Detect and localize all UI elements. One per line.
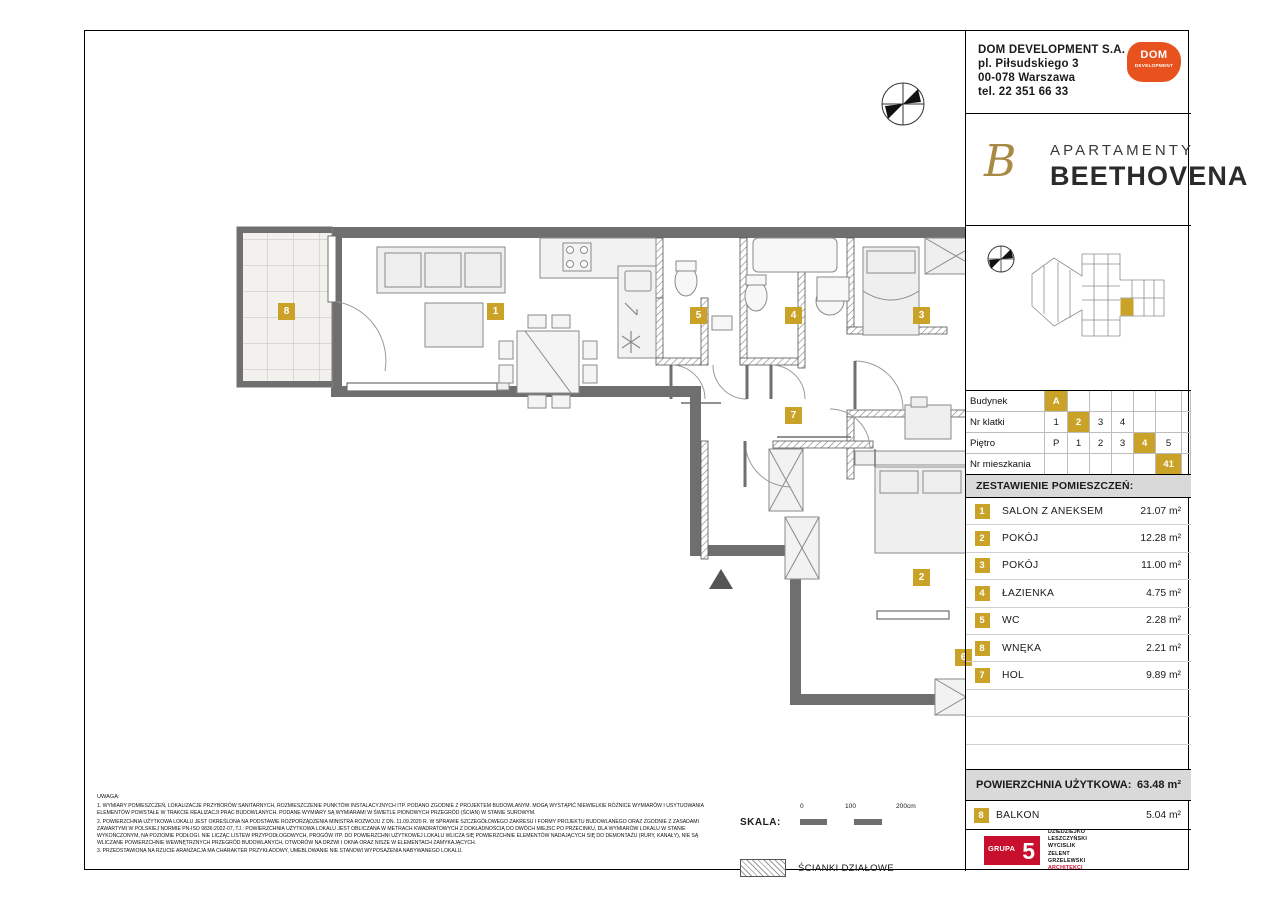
- room-badge: 8: [278, 303, 295, 320]
- keyplan-compass-icon: [984, 242, 1018, 276]
- meta-row-staircase: [966, 412, 1191, 433]
- meta-cell: 41: [1156, 454, 1182, 475]
- architect-role: ARCHITEKCI: [1048, 864, 1083, 871]
- total-label: POWIERZCHNIA UŻYTKOWA:: [976, 779, 1132, 791]
- room-name: WNĘKA: [998, 634, 1128, 661]
- grupa5-number: 5: [1022, 838, 1035, 864]
- table-row: [966, 525, 1191, 552]
- logo-text: DOM: [1140, 49, 1168, 61]
- scale-bar: [800, 819, 910, 825]
- room-name: WC: [998, 607, 1128, 634]
- meta-cell: 2: [1068, 412, 1090, 433]
- meta-cell: 5: [1156, 433, 1182, 454]
- meta-row-apartment: [966, 454, 1191, 475]
- brand-monogram-icon: B: [984, 136, 1017, 187]
- architect-name: DZIEDZIEJKO: [1048, 828, 1086, 835]
- table-row: [966, 607, 1191, 634]
- room-badge: 5: [690, 307, 707, 324]
- architect-block: [966, 830, 1191, 871]
- meta-cell: 4: [1112, 412, 1134, 433]
- note-item: 1. WYMIARY POMIESZCZEŃ, LOKALIZACJE PRZYBORÓW SANITARNYCH, ROZMIESZCZENIE PUNKTÓW INSTALACYJNYCH ITP. PODANO ZGODNIE Z PROJEKTEM BUDOWLANYM. MOGĄ WYSTĄPIĆ NIEWIELKIE RÓŻNICE WYMIARÓW I USYTUOWANIA ELEMENTÓW POWSTAŁE W TRAKCIE REALIZACJI PRAC BUDOWLANYCH. PODANE WYMIARY SĄ WYMIARAMI W ŚWIETLE PIONOWYCH PRZEGRÓD (ŚCIAN) W STANIE SUROWYM.: [97, 803, 704, 817]
- unit-meta-table: [966, 391, 1191, 475]
- table-row-empty: [966, 717, 1191, 744]
- brand-line1: APARTAMENTY: [1050, 142, 1195, 159]
- balcony-area: [237, 227, 386, 387]
- room-number-badge: 1: [975, 504, 990, 519]
- table-row: [966, 634, 1191, 661]
- room-area: 21.07 m²: [1128, 498, 1191, 525]
- sheet-frame: [84, 30, 1249, 874]
- meta-cell: A: [1045, 391, 1068, 412]
- meta-cell: P: [1045, 433, 1068, 454]
- meta-cell: 1: [1068, 433, 1090, 454]
- rooms-title: ZESTAWIENIE POMIESZCZEŃ:: [966, 475, 1191, 498]
- room-number-badge: 4: [975, 586, 990, 601]
- meta-label: Piętro: [966, 433, 1045, 454]
- developer-address2: 00-078 Warszawa: [978, 72, 1076, 84]
- table-row: [966, 552, 1191, 579]
- architect-name: LESZCZYŃSKI: [1048, 836, 1087, 843]
- room-name: SALON Z ANEKSEM: [998, 498, 1128, 525]
- room-number-badge: 7: [975, 668, 990, 683]
- legend-label: ŚCIANKI DZIAŁOWE: [798, 862, 894, 874]
- keyplan-building-outline: [1024, 240, 1174, 360]
- rooms-table: [966, 475, 1191, 770]
- grupa5-label: GRUPA: [988, 844, 1016, 853]
- room-badge: 4: [785, 307, 802, 324]
- meta-label: Nr mieszkania: [966, 454, 1045, 475]
- developer-name: DOM DEVELOPMENT S.A.: [978, 44, 1126, 56]
- total-area-row: [966, 770, 1191, 801]
- meta-cell: 3: [1090, 412, 1112, 433]
- developer-block: [966, 31, 1191, 114]
- table-row: [966, 498, 1191, 525]
- room-area: 2.28 m²: [1128, 607, 1191, 634]
- meta-label: Nr klatki: [966, 412, 1045, 433]
- meta-cell: 2: [1090, 433, 1112, 454]
- scale-tick: 200cm: [896, 803, 916, 810]
- room-area: 11.00 m²: [1128, 552, 1191, 579]
- meta-cell: 3: [1112, 433, 1134, 454]
- notes-header: UWAGA:: [97, 794, 120, 800]
- meta-row-building: [966, 391, 1191, 412]
- room-name: POKÓJ: [998, 552, 1128, 579]
- room-badge: 2: [913, 569, 930, 586]
- architect-names: [1048, 829, 1087, 872]
- developer-phone: tel. 22 351 66 33: [978, 86, 1069, 98]
- room-name: POKÓJ: [998, 525, 1128, 552]
- room-badge: 7: [785, 407, 802, 424]
- notes-block: [97, 794, 717, 857]
- room-badge: 1: [487, 303, 504, 320]
- developer-address1: pl. Piłsudskiego 3: [978, 58, 1079, 70]
- scale-label: SKALA:: [740, 817, 781, 828]
- floorplan-drawing: [85, 31, 965, 791]
- table-row: [966, 580, 1191, 607]
- total-value: 63.48 m²: [1136, 779, 1181, 791]
- room-area: 12.28 m²: [1128, 525, 1191, 552]
- room-number-badge: 2: [975, 531, 990, 546]
- scale-tick: 100: [845, 803, 857, 810]
- room-number-badge: 3: [975, 558, 990, 573]
- dom-development-logo-icon: [1127, 42, 1181, 82]
- meta-label: Budynek: [966, 391, 1045, 412]
- meta-cell: 4: [1134, 433, 1156, 454]
- room-badge: 3: [913, 307, 930, 324]
- room-name: HOL: [998, 662, 1128, 689]
- apartment-plan-svg: [85, 31, 965, 791]
- balcony-label: BALKON: [996, 809, 1040, 821]
- balcony-area: 5.04 m²: [1146, 809, 1181, 821]
- room-area: 2.21 m²: [1128, 634, 1191, 661]
- room-area: 9.89 m²: [1128, 662, 1191, 689]
- scale-tick: 0: [800, 803, 804, 810]
- architect-name: ZELENT: [1048, 850, 1070, 857]
- note-item: 2. POWIERZCHNIA UŻYTKOWA LOKALU JEST OKREŚLONA NA PODSTAWIE ROZPORZĄDZENIA MINISTRA ROZWOJU Z DN. 11.09.2020 R. W SPRAWIE SZCZEGÓŁOWEGO ZAKRESU I FORMY PROJEKTU BUDOWLANEGO ORAZ ZGODNIE Z ZASADAMI ZAWARTYMI W POLSKIEJ NORMIE PN-ISO 9836:2022-07, TJ.: POWIERZCHNIA UŻYTKOWA LOKALU JEST OBLICZANA W METRACH KWADRATOWYCH Z DOKŁADNOŚCIĄ DO DWÓCH MIEJSC PO PRZECINKU, DLA WYMIARÓW LOKALU W STANIE WYKOŃCZONYM, NA POZIOMIE PODŁOGI. NIE LICZĄC LISTEW PRZYPODŁOGOWYCH, PROGÓW ITP. DO POWIERZCHNI UŻYTKOWEJ LOKALU WLICZA SIĘ POWIERZCHNIE ELEMENTÓW NADAJĄCYCH SIĘ DO DEMONTAŻU (RURY, KANAŁY), NIE SĄ WLICZANE POWIERZCHNIE WEWNĘTRZNYCH PRZEGRÓD BUDOWLANYCH, OTWORÓW NA DRZWI I OKNA ORAZ NISZE W ELEMENTACH ZAMYKAJĄCYCH.: [97, 818, 699, 847]
- table-row-empty: [966, 744, 1191, 771]
- logo-subtext: DEVELOPMENT: [1134, 63, 1174, 68]
- brand-line2: BEETHOVENA: [1050, 161, 1249, 191]
- meta-cell: 1: [1045, 412, 1068, 433]
- room-number-badge: 8: [975, 641, 990, 656]
- architect-name: GRZELEWSKI: [1048, 857, 1086, 864]
- balcony-number-badge: 8: [974, 808, 989, 823]
- room-name: ŁAZIENKA: [998, 580, 1128, 607]
- architect-name: WYCISLIK: [1048, 843, 1076, 850]
- table-row-empty: [966, 689, 1191, 716]
- room-badge: 6: [955, 649, 972, 666]
- compass-icon: [875, 76, 931, 132]
- room-area: 4.75 m²: [1128, 580, 1191, 607]
- balcony-row: [966, 801, 1191, 830]
- meta-row-floor: [966, 433, 1191, 454]
- note-item: 3. PRZEDSTAWIONA NA RZUCIE ARANŻACJA MA CHARAKTER PRZYKŁADOWY, UMEBLOWANIE NIE STANOWI WYPOSAŻENIA NABYWANEGO LOKALU.: [97, 848, 463, 855]
- room-number-badge: 5: [975, 613, 990, 628]
- grupa5-logo-icon: [984, 836, 1040, 865]
- brand-block: [966, 114, 1249, 226]
- legend-swatch: [740, 859, 786, 877]
- table-row: [966, 662, 1191, 689]
- legend-block: [740, 859, 970, 877]
- key-plan-block: [966, 226, 1191, 391]
- info-panel: [965, 31, 1249, 871]
